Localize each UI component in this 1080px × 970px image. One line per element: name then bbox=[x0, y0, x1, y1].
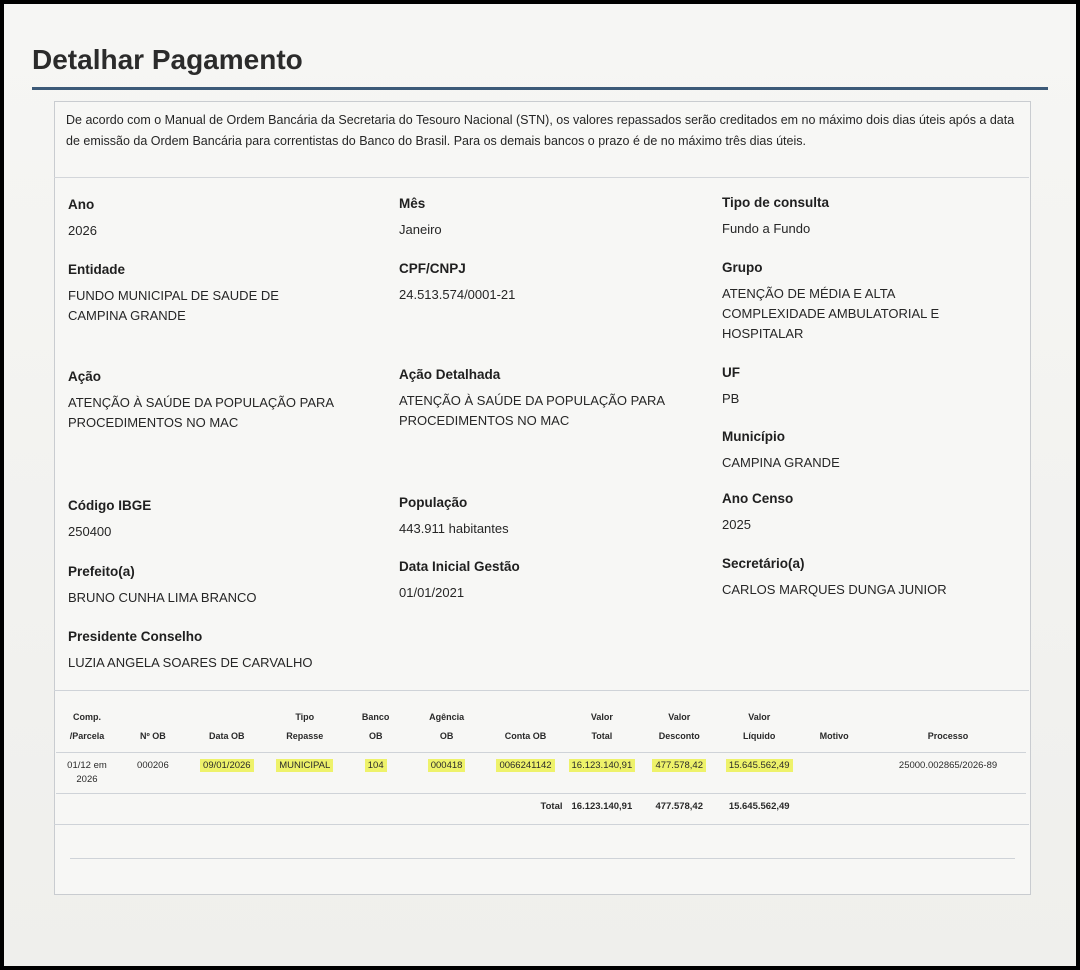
cell-data-ob bbox=[188, 753, 266, 794]
col-banco-ob[interactable] bbox=[344, 700, 408, 753]
field-value: ATENÇÃO À SAÚDE DA POPULAÇÃO PARA PROCEDIMENTOS NO MAC bbox=[68, 395, 334, 430]
total-valor-desconto: 477.578,42 bbox=[655, 801, 703, 812]
header-text: Processo bbox=[927, 731, 969, 741]
field-label: Ação bbox=[68, 369, 102, 384]
header-text: Total bbox=[591, 731, 613, 741]
field-label: Tipo de consulta bbox=[722, 195, 830, 210]
total-valor-liquido: 15.645.562,49 bbox=[728, 801, 790, 812]
cell-motivo bbox=[798, 753, 870, 794]
field-municipio bbox=[722, 428, 840, 473]
field-label: Entidade bbox=[68, 262, 126, 277]
col-processo[interactable] bbox=[870, 700, 1026, 753]
cell-n-ob-text: 000206 bbox=[137, 760, 169, 771]
header-text: Repasse bbox=[286, 731, 324, 741]
field-uf bbox=[722, 364, 740, 409]
header-text: Banco bbox=[361, 712, 390, 722]
stn-notice: De acordo com o Manual de Ordem Bancária da Secretaria do Tesouro Nacional (STN), os valores repassados serão creditados em no máximo dois dias úteis após a data de emissão da Ordem Bancária para correntistas do Banco do Brasil. Para os demais bancos o prazo é de no máximo três dias úteis. bbox=[54, 101, 1029, 178]
field-value: Janeiro bbox=[399, 222, 442, 237]
field-label: CPF/CNPJ bbox=[399, 261, 466, 276]
col-valor-liquido[interactable] bbox=[720, 700, 798, 753]
cell-processo: 25000.002865/2026-89 bbox=[870, 753, 1026, 794]
col-agencia-ob[interactable] bbox=[408, 700, 486, 753]
field-value: FUNDO MUNICIPAL DE SAUDE DE CAMPINA GRANDE bbox=[68, 288, 279, 323]
field-populacao bbox=[399, 494, 509, 539]
header-text: Valor bbox=[590, 712, 613, 722]
header-text: Data OB bbox=[209, 731, 245, 741]
header-text: Motivo bbox=[819, 731, 849, 741]
highlight-data-ob: 09/01/2026 bbox=[200, 759, 254, 772]
field-label: População bbox=[399, 495, 468, 510]
col-n-ob[interactable] bbox=[118, 700, 188, 753]
cell-valor-liquido bbox=[720, 753, 798, 794]
cell-n-ob bbox=[118, 753, 188, 794]
col-data-ob[interactable] bbox=[188, 700, 266, 753]
col-comp-parcela[interactable] bbox=[56, 700, 118, 753]
field-value: 250400 bbox=[68, 524, 112, 539]
table-header-row bbox=[56, 700, 1026, 753]
header-text: OB bbox=[368, 731, 383, 741]
header-text: Nº OB bbox=[139, 731, 166, 741]
header-text: Desconto bbox=[658, 731, 700, 741]
field-presidente-conselho bbox=[68, 628, 312, 673]
col-motivo[interactable] bbox=[798, 700, 870, 753]
cell-agencia-ob bbox=[408, 753, 486, 794]
header-text: OB bbox=[439, 731, 454, 741]
field-value: ATENÇÃO À SAÚDE DA POPULAÇÃO PARA PROCEDIMENTOS NO MAC bbox=[399, 393, 665, 428]
field-value: ATENÇÃO DE MÉDIA E ALTA COMPLEXIDADE AMBULATORIAL E HOSPITALAR bbox=[722, 286, 940, 341]
field-label: Grupo bbox=[722, 260, 763, 275]
col-valor-total[interactable] bbox=[566, 700, 639, 753]
cell-valor-desconto bbox=[638, 753, 720, 794]
cell-conta-ob bbox=[486, 753, 566, 794]
field-label: Data Inicial Gestão bbox=[399, 559, 520, 574]
cell-comp-parcela: 01/12 em 2026 bbox=[56, 753, 118, 794]
page-title: Detalhar Pagamento bbox=[32, 44, 303, 75]
totals-label: Total bbox=[540, 801, 563, 812]
field-value: BRUNO CUNHA LIMA BRANCO bbox=[68, 590, 257, 605]
highlight-tipo-repasse: MUNICIPAL bbox=[276, 759, 333, 772]
cell-banco-ob bbox=[344, 753, 408, 794]
header-text: /Parcela bbox=[69, 731, 105, 741]
field-value: 443.911 habitantes bbox=[399, 521, 509, 536]
field-label: Prefeito(a) bbox=[68, 564, 135, 579]
field-cpf-cnpj bbox=[399, 260, 515, 305]
highlight-valor-desconto: 477.578,42 bbox=[652, 759, 706, 772]
header-text: Valor bbox=[748, 712, 771, 722]
field-value: Fundo a Fundo bbox=[722, 221, 811, 236]
field-label: Ano bbox=[68, 197, 95, 212]
header-text: Agência bbox=[429, 712, 465, 722]
highlight-valor-total: 16.123.140,91 bbox=[569, 759, 636, 772]
field-label: Ano Censo bbox=[722, 491, 794, 506]
field-label: Presidente Conselho bbox=[68, 629, 203, 644]
field-acao-detalhada bbox=[399, 366, 674, 431]
field-secretario bbox=[722, 555, 947, 600]
highlight-conta-ob: 0066241142 bbox=[496, 759, 554, 772]
title-rule bbox=[32, 87, 1048, 90]
field-value: PB bbox=[722, 391, 740, 406]
field-value: 01/01/2021 bbox=[399, 585, 465, 600]
highlight-banco-ob: 104 bbox=[365, 759, 387, 772]
field-acao bbox=[68, 368, 343, 433]
header-text: Valor bbox=[668, 712, 691, 722]
table-bottom-rule bbox=[54, 824, 1029, 825]
field-value: CAMPINA GRANDE bbox=[722, 455, 840, 470]
field-entidade bbox=[68, 261, 328, 326]
field-prefeito bbox=[68, 563, 257, 608]
field-grupo bbox=[722, 259, 992, 344]
field-value: LUZIA ANGELA SOARES DE CARVALHO bbox=[68, 655, 313, 670]
field-label: Secretário(a) bbox=[722, 556, 805, 571]
col-tipo-repasse[interactable] bbox=[266, 700, 344, 753]
field-mes bbox=[399, 195, 442, 240]
field-label: Código IBGE bbox=[68, 498, 152, 513]
payment-table bbox=[56, 700, 1026, 820]
header-text: Comp. bbox=[72, 712, 101, 722]
totals-row bbox=[56, 794, 1026, 821]
field-value: 24.513.574/0001-21 bbox=[399, 287, 516, 302]
field-data-inicial-gestao bbox=[399, 558, 520, 603]
field-codigo-ibge bbox=[68, 497, 151, 542]
cell-tipo-repasse bbox=[266, 753, 344, 794]
col-valor-desconto[interactable] bbox=[638, 700, 720, 753]
cell-valor-total bbox=[566, 753, 639, 794]
col-conta-ob[interactable] bbox=[486, 700, 566, 753]
header-text: Conta OB bbox=[504, 731, 547, 741]
header-text: Líquido bbox=[742, 731, 776, 741]
field-value: CARLOS MARQUES DUNGA JUNIOR bbox=[722, 582, 947, 597]
total-valor-total: 16.123.140,91 bbox=[571, 801, 633, 812]
table-footer-rule bbox=[70, 858, 1015, 859]
field-label: UF bbox=[722, 365, 740, 380]
table-row[interactable] bbox=[56, 753, 1026, 794]
header-text: Tipo bbox=[295, 712, 315, 722]
highlight-agencia-ob: 000418 bbox=[428, 759, 466, 772]
table-top-rule bbox=[54, 690, 1029, 691]
field-label: Mês bbox=[399, 196, 426, 211]
field-value: 2025 bbox=[722, 517, 751, 532]
field-ano bbox=[68, 196, 97, 241]
field-ano-censo bbox=[722, 490, 793, 535]
field-tipo-consulta bbox=[722, 194, 829, 239]
field-label: Ação Detalhada bbox=[399, 367, 501, 382]
highlight-valor-liquido: 15.645.562,49 bbox=[726, 759, 793, 772]
field-value: 2026 bbox=[68, 223, 97, 238]
field-label: Município bbox=[722, 429, 785, 444]
